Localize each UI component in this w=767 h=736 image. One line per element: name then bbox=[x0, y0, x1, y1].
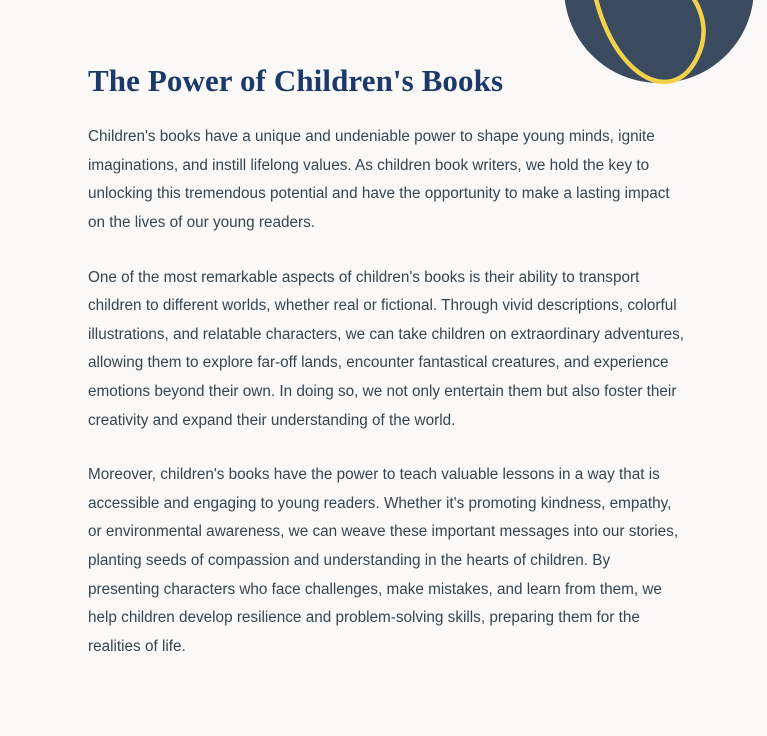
paragraph-1: Children's books have a unique and undeniable power to shape young minds, ignite imaginations, and instill lifelong values. As children book writers, we hold the key to unlocking this tremendous potential and have the opportunity to make a lasting impact on the lives of our young readers. bbox=[88, 128, 670, 231]
article-content bbox=[88, 62, 688, 661]
page-title: The Power of Children's Books bbox=[88, 63, 504, 98]
paragraph-3: Moreover, children's books have the power to teach valuable lessons in a way that is accessible and engaging to young readers. Whether it's promoting kindness, empathy, or environmental awareness, we can weave these important messages into our stories, planting seeds of compassion and understanding in the hearts of children. By presenting characters who face challenges, make mistakes, and learn from them, we help children develop resilience and problem-solving skills, preparing them for the realities of life. bbox=[88, 466, 679, 655]
paragraph-2: One of the most remarkable aspects of children's books is their ability to transport children to different worlds, whether real or fictional. Through vivid descriptions, colorful illustrations, and relatable characters, we can take children on extraordinary adventures, allowing them to explore far-off lands, encounter fantastical creatures, and experience emotions beyond their own. In doing so, we not only entertain them but also foster their creativity and expand their understanding of the world. bbox=[88, 268, 685, 429]
